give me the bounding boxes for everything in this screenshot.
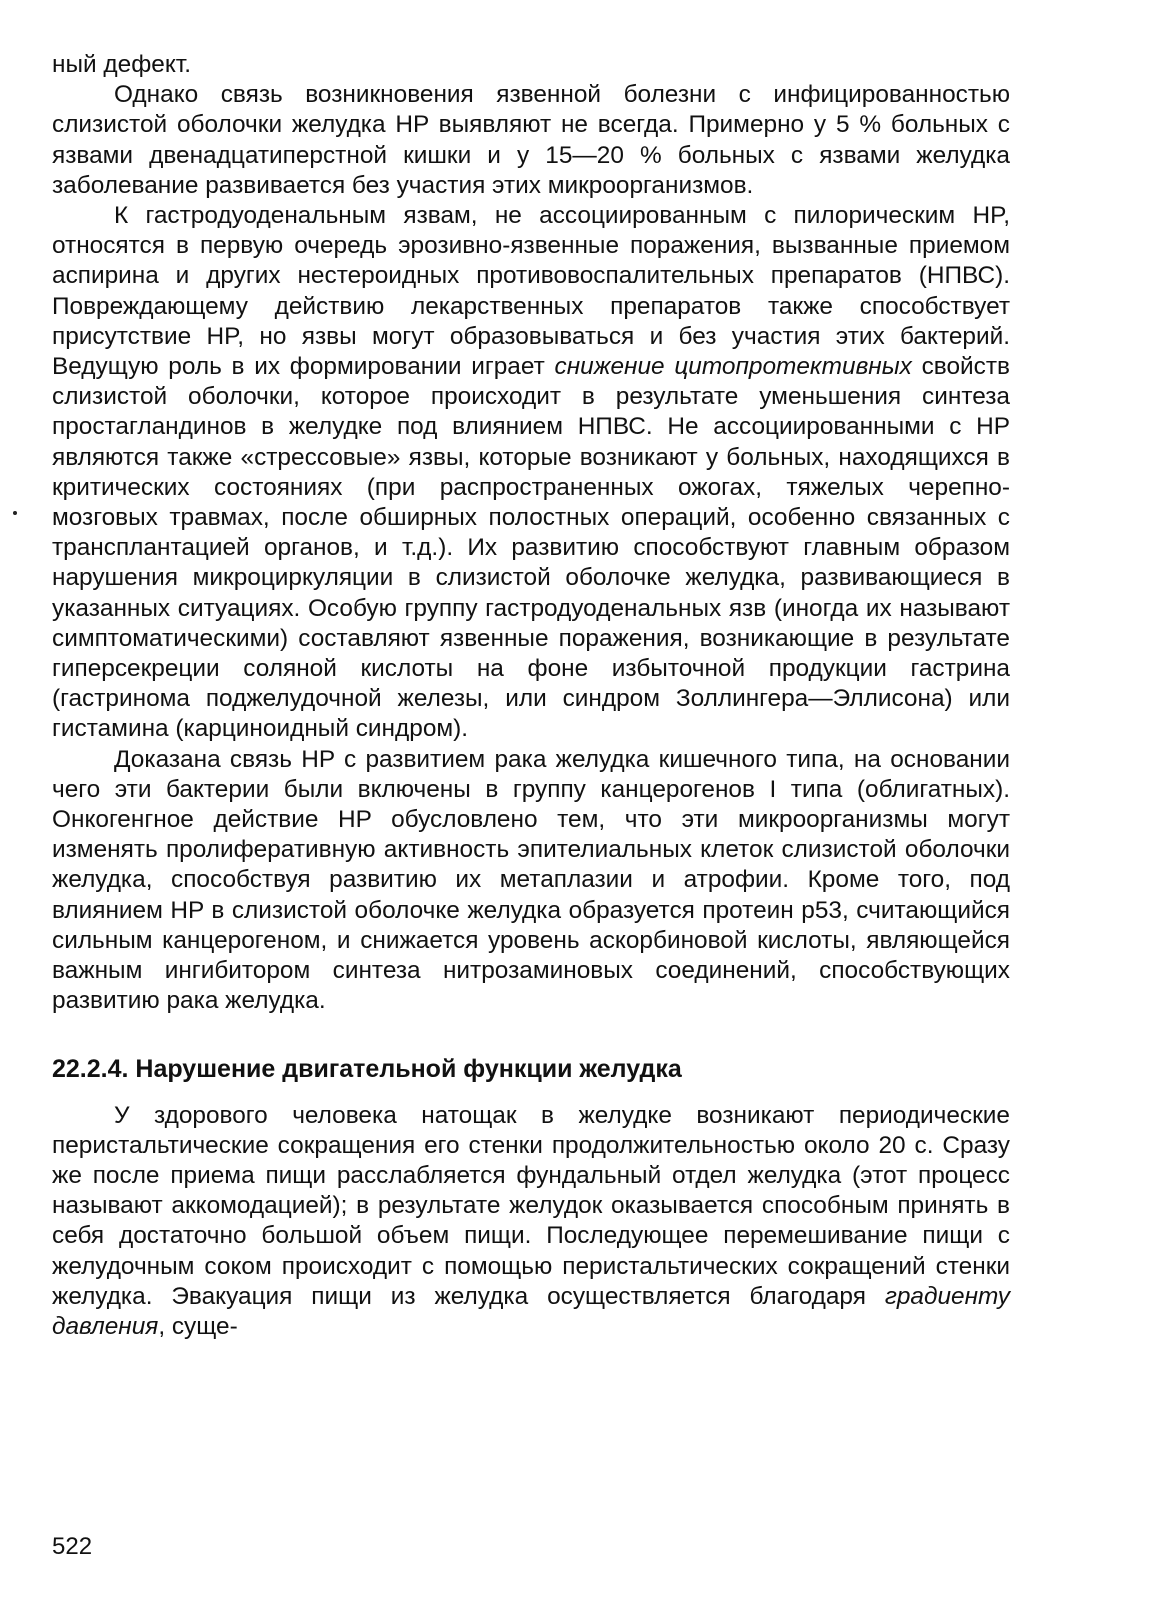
page-number: 522: [52, 1533, 93, 1560]
page-body: [52, 50, 1010, 1580]
paragraph: [52, 1101, 1010, 1343]
paragraph-text: У здорового человека натощак в желудке возникают периодические перистальтические сокращения его стенки продолжительностью около 20 с. Сразу же после приема пищи расслабляется фундальный отдел желудка (этот процесс называют аккомодацией); в результате желудок оказывается способным принять в себя достаточно большой объем пищи. Последующее перемешивание пищи с желудочным соком происходит с помощью перистальтических сокращений стенки желудка. Эвакуация пищи из желудка осуществляется благодаря: [52, 1101, 1010, 1310]
paragraph-text: Доказана связь HP с развитием рака желудка кишечного типа, на основании чего эти бактерии были включены в группу канцерогенов I типа (облигатных). Онкогенгное действие HP обусловлено тем, что эти микроорганизмы могут изменять пролиферативную активность эпителиальных клеток слизистой оболочки желудка, способствуя развитию их метаплазии и атрофии. Кроме того, под влиянием HP в слизистой оболочке желудка образуется протеин р53, считающийся сильным канцерогеном, и снижается уровень аскорбиновой кислоты, являющейся важным ингибитором синтеза нитрозаминовых соединений, способствующих развитию рака желудка.: [52, 745, 1010, 1015]
paragraph: [52, 80, 1010, 201]
paragraph-text: свойств слизистой оболочки, которое происходит в результате уменьшения синтеза простагландинов в желудке под влиянием НПВС. Не ассоциированными с HP являются также «стрессовые» язвы, которые возникают у больных, находящихся в критических состояниях (при распространенных ожогах, тяжелых черепно-мозговых травмах, после обширных полостных операций, особенно связанных с трансплантацией органов, и т.д.). Их развитию способствуют главным образом нарушения микроциркуляции в слизистой оболочке желудка, развивающиеся в указанных ситуациях. Особую группу гастродуоденальных язв (иногда их называют симптоматическими) составляют язвенные поражения, возникающие в результате гиперсекреции соляной кислоты на фоне избыточной продукции гастрина (гастринома поджелудочной железы, или синдром Золлингера—Эллисона) или гистамина (карциноидный синдром).: [52, 353, 1010, 743]
paragraph: [52, 50, 1010, 80]
emphasis-text: снижение цитопротективных: [554, 353, 912, 381]
paragraph: [52, 745, 1010, 1017]
paragraph-text: Однако связь возникновения язвенной болезни с инфицированностью слизистой оболочки желудка HP выявляют не всегда. Примерно у 5 % больных с язвами двенадцатиперстной кишки и у 15—20 % больных с язвами желудка заболевание развивается без участия этих микроорганизмов.: [52, 81, 1010, 199]
text-block: [52, 50, 1010, 1017]
emphasis-text: градиенту давления: [52, 1282, 1010, 1340]
paragraph-text: , суще-: [158, 1312, 238, 1340]
section-text-block: [52, 1101, 1010, 1343]
paragraph-text: К гастродуоденальным язвам, не ассоциированным с пилорическим HP, относятся в первую очередь эрозивно-язвенные поражения, вызванные приемом аспирина и других нестероидных противовоспалительных препаратов (НПВС). Повреждающему действию лекарственных препаратов также способствует присутствие HP, но язвы могут образовываться и без участия этих бактерий. Ведущую роль в их формировании играет: [52, 202, 1010, 381]
paragraph-text: ный дефект.: [52, 51, 192, 78]
section-heading: 22.2.4. Нарушение двигательной функции желудка: [52, 1054, 682, 1083]
margin-mark: [13, 511, 17, 515]
paragraph: [52, 201, 1010, 745]
